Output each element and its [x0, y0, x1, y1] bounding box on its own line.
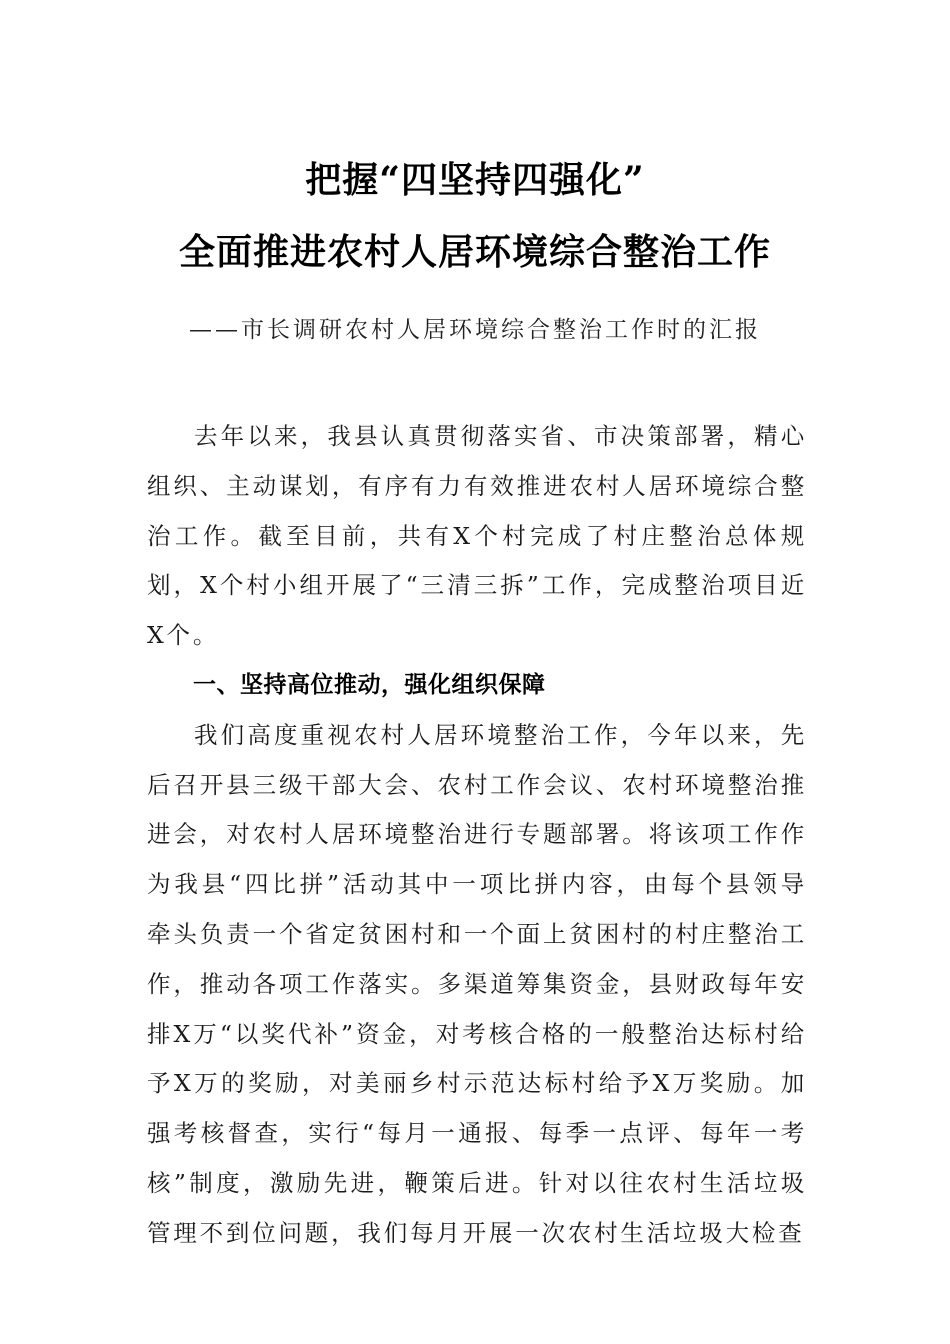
section-1-paragraph: 我们高度重视农村人居环境整治工作，今年以来，先后召开县三级干部大会、农村工作会议、农村环境整治推进会，对农村人居环境整治进行专题部署。将该项工作作为我县“四比拼”活动其中一项比拼内容，由每个县领导牵头负责一个省定贫困村和一个面上贫困村的村庄整治工作，推动各项工作落实。多渠道筹集资金，县财政每年安排X万“以奖代补”资金，对考核合格的一般整治达标村给予X万的奖励，对美丽乡村示范达标村给予X万奖励。加强考核督查，实行“每月一通报、每季一点评、每年一考核”制度，激励先进，鞭策后进。针对以往农村生活垃圾管理不到位问题，我们每月开展一次农村生活垃圾大检查: [147, 720, 807, 1247]
section-1-heading: 一、坚持高位推动，强化组织保障: [193, 671, 546, 698]
document-body: [147, 412, 807, 1259]
document-title-line-2: 全面推进农村人居环境综合整治工作: [178, 231, 771, 273]
document-title-line-1: 把握“四坚持四强化”: [305, 159, 645, 201]
intro-paragraph: 去年以来，我县认真贯彻落实省、市决策部署，精心组织、主动谋划，有序有力有效推进农村人居环境综合整治工作。截至目前，共有X个村完成了村庄整治总体规划，X个村小组开展了“三清三拆”工作，完成整治项目近X个。: [147, 422, 807, 650]
document-subtitle: ——市长调研农村人居环境综合整治工作时的汇报: [189, 317, 761, 343]
